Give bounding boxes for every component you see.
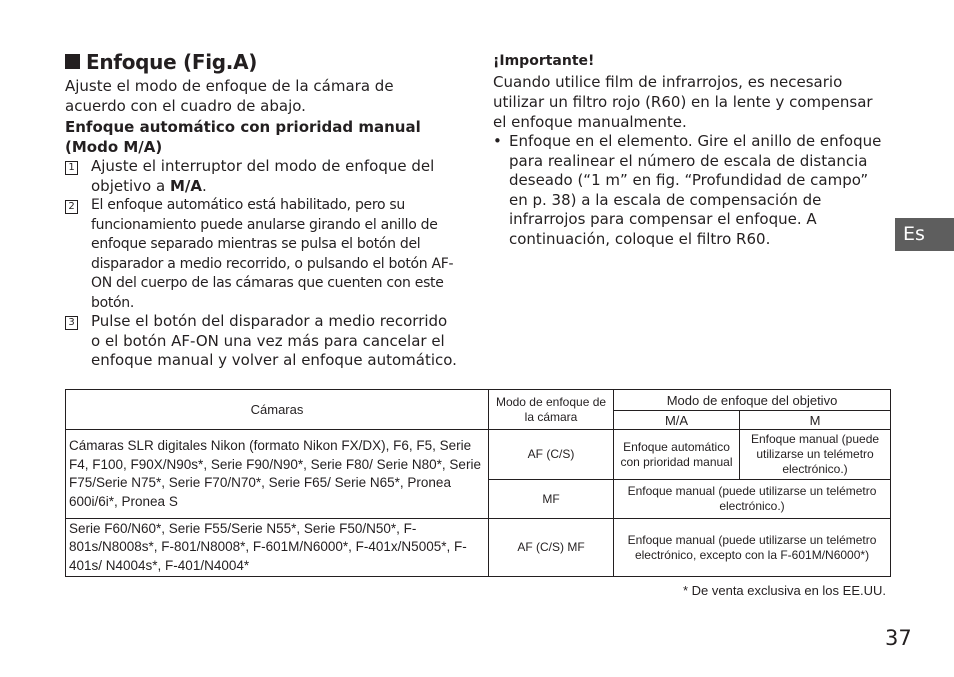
header-camera-mode: Modo de enfoque de la cámara bbox=[489, 390, 614, 430]
page-number: 37 bbox=[885, 626, 912, 650]
group1-mf-result: Enfoque manual (puede utilizarse un telémetro electrónico.) bbox=[614, 480, 891, 519]
step-text: Pulse el botón del disparador a medio recorrido o el botón AF-ON una vez más para cancelar el enfoque manual y volver al enfoque automático. bbox=[91, 312, 457, 369]
step-2 bbox=[65, 196, 460, 313]
subheading: Enfoque automático con prioridad manual (Modo M/A) bbox=[65, 118, 421, 156]
step-text-main: Ajuste el interruptor del modo de enfoque del objetivo a bbox=[91, 157, 435, 195]
header-cameras: Cámaras bbox=[66, 390, 489, 430]
step-3 bbox=[65, 312, 460, 371]
compatibility-table bbox=[65, 389, 891, 577]
bullet-icon: • bbox=[493, 132, 502, 150]
bullet-text: Enfoque en el elemento. Gire el anillo de enfoque para realinear el número de escala de distancia deseado (“1 m” en fig. “Profundidad de campo” en p. 38) a la escala de compensación de infrarrojos para compensar el enfoque. A continuación, coloque el filtro R60. bbox=[509, 132, 882, 248]
cameras-group-2: Serie F60/N60*, Serie F55/Serie N55*, Serie F50/N50*, F-801s/N8008s*, F-801/N8008*, F-601M/N6000*, F-401x/N5005*, F-401s/ N4004s*, F-401/N4004* bbox=[66, 519, 489, 577]
important-body: Cuando utilice film de infrarrojos, es necesario utilizar un filtro rojo (R60) en la lente y compensar el enfoque manualmente. bbox=[493, 73, 873, 131]
section-heading-text: Enfoque (Fig.A) bbox=[86, 50, 258, 74]
important-bullet bbox=[493, 132, 888, 249]
section-heading bbox=[65, 50, 257, 74]
step-text-tail: . bbox=[201, 176, 207, 195]
group2-result: Enfoque manual (puede utilizarse un telémetro electrónico, excepto con la F-601M/N6000*) bbox=[614, 519, 891, 577]
group1-mf-mode: MF bbox=[489, 480, 614, 519]
language-tab: Es bbox=[895, 218, 954, 251]
intro-text: Ajuste el modo de enfoque de la cámara de acuerdo con el cuadro de abajo. bbox=[65, 77, 394, 115]
group1-af-ma: Enfoque automático con prioridad manual bbox=[614, 430, 740, 480]
step-number: 3 bbox=[65, 316, 78, 330]
header-lens-mode: Modo de enfoque del objetivo bbox=[614, 390, 891, 411]
header-m: M bbox=[740, 411, 891, 430]
footnote: * De venta exclusiva en los EE.UU. bbox=[682, 583, 886, 598]
step-text: El enfoque automático está habilitado, pero su funcionamiento puede anularse girando el anillo de enfoque separado mientras se pulsa el botón del disparador a medio recorrido, o pulsando el botón AF-ON del cuerpo de las cámaras que cuenten con este botón. bbox=[91, 197, 454, 311]
important-title: ¡Importante! bbox=[493, 53, 595, 69]
step-key-label: M/A bbox=[169, 176, 202, 195]
step-text bbox=[91, 157, 460, 196]
square-bullet-icon bbox=[65, 54, 80, 69]
step-number: 1 bbox=[65, 161, 78, 175]
cameras-group-1: Cámaras SLR digitales Nikon (formato Nikon FX/DX), F6, F5, Serie F4, F100, F90X/N90s*, Serie F90/N90*, Serie F80/ Serie N80*, Serie F75/Serie N75*, Serie F70/N70*, Serie F65/ Serie N65*, Pronea 600i/6i*, Pronea S bbox=[66, 430, 489, 519]
header-ma: M/A bbox=[614, 411, 740, 430]
group1-af-m: Enfoque manual (puede utilizarse un telémetro electrónico.) bbox=[740, 430, 891, 480]
step-number: 2 bbox=[65, 200, 78, 214]
group1-af-mode: AF (C/S) bbox=[489, 430, 614, 480]
group2-modes: AF (C/S) MF bbox=[489, 519, 614, 577]
step-1 bbox=[65, 157, 460, 196]
